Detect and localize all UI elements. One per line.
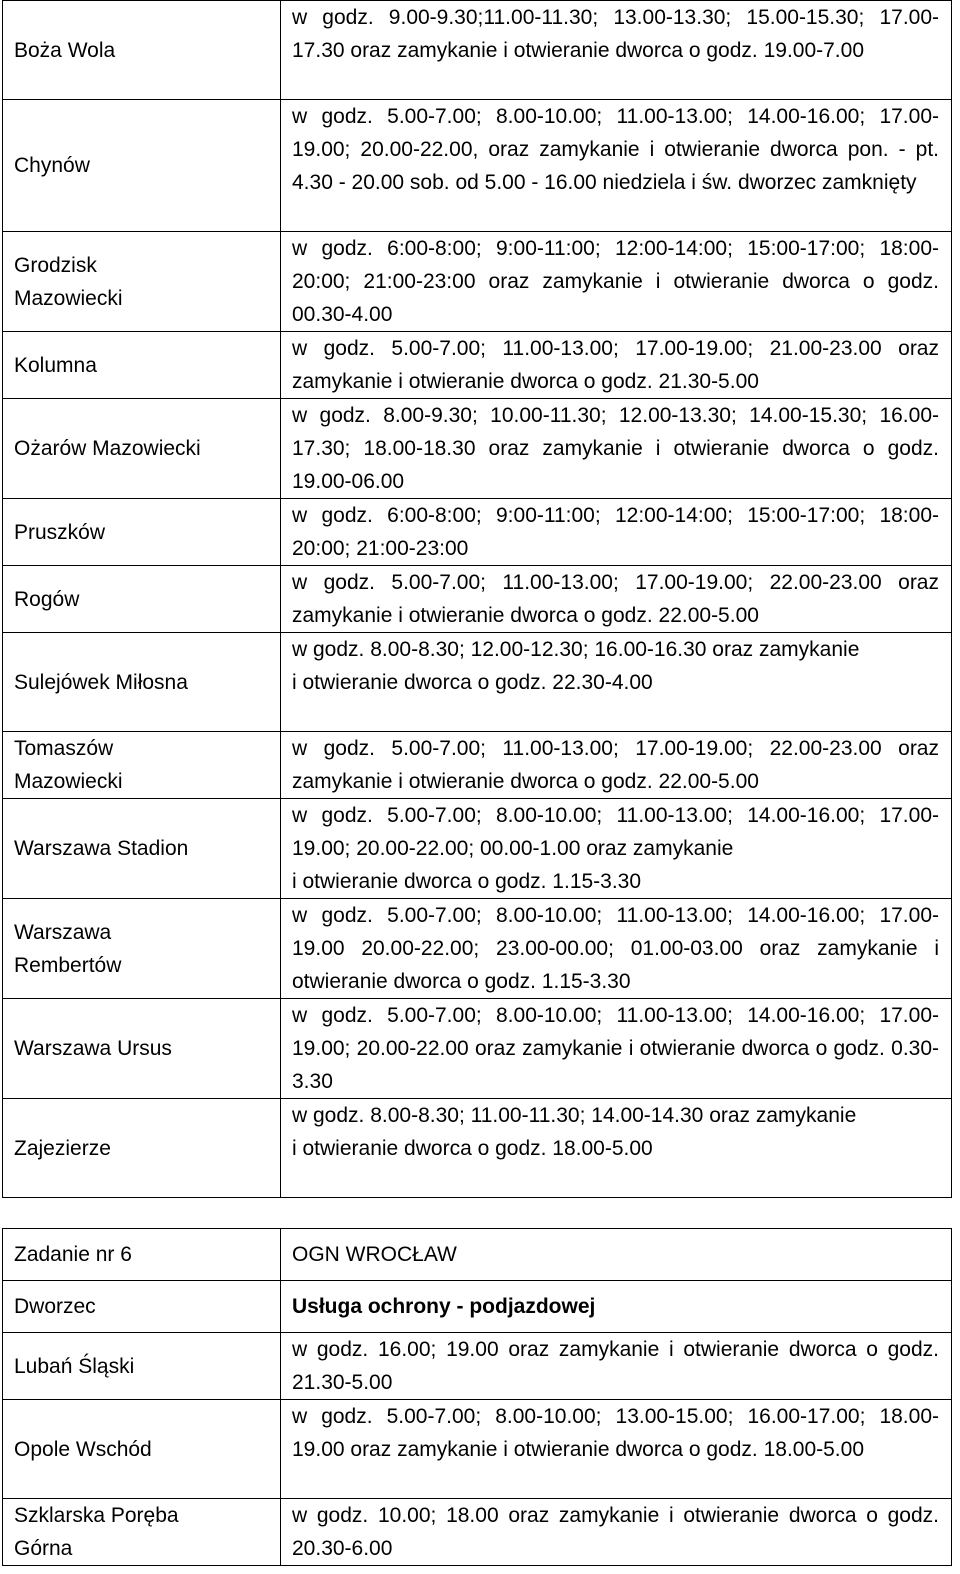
schedule-text: w godz. 16.00; 19.00 oraz zamykanie i otwieranie dworca o godz. 21.30-5.00 [292,1338,939,1394]
schedule-cell [281,1099,952,1198]
station-name-cell [3,100,281,232]
schedule-text: i otwieranie dworca o godz. 22.30-4.00 [292,671,653,694]
schedule-cell [281,332,952,399]
schedule-cell [281,1499,952,1566]
schedule-text: i otwieranie dworca o godz. 1.15-3.30 [292,870,642,893]
schedule-cell [281,499,952,566]
task-label: Zadanie nr 6 [3,1229,281,1281]
station-name-cell [3,999,281,1099]
schedule-cell [281,566,952,633]
station-name-cell [3,1333,281,1400]
schedule-text: w godz. 5.00-7.00; 11.00-13.00; 17.00-19.00; 21.00-23.00 oraz zamykanie i otwieranie dworca o godz. 21.30-5.00 [292,337,939,393]
station-name: Opole Wschód [14,1437,152,1461]
table-row [3,566,952,633]
schedule-text: w godz. 5.00-7.00; 11.00-13.00; 17.00-19.00; 22.00-23.00 oraz zamykanie i otwieranie dworca o godz. 22.00-5.00 [292,737,939,793]
schedule-text: w godz. 6:00-8:00; 9:00-11:00; 12:00-14:00; 15:00-17:00; 18:00-20:00; 21:00-23:00 oraz zamykanie i otwieranie dworca o godz. 00.30-4.00 [292,237,939,326]
schedule-cell [281,399,952,499]
station-name-cell [3,232,281,332]
table-row [3,1099,952,1198]
table-row [3,232,952,332]
schedule-text: w godz. 5.00-7.00; 8.00-10.00; 11.00-13.00; 14.00-16.00; 17.00-19.00; 20.00-22.00 oraz zamykanie i otwieranie dworca o godz. 0.30-3.30 [292,1004,939,1093]
station-name-cell [3,1400,281,1499]
station-name: Warszawa Rembertów [14,920,122,977]
schedule-cell [281,1400,952,1499]
station-name-cell [3,499,281,566]
station-name-cell [3,1099,281,1198]
table-row [3,499,952,566]
column-header-row [3,1281,952,1333]
schedule-cell [281,799,952,899]
column-header-service: Usługa ochrony - podjazdowej [281,1281,952,1333]
table-row [3,1333,952,1400]
station-name-cell [3,1499,281,1566]
table-row [3,332,952,399]
schedule-text: w godz. 5.00-7.00; 8.00-10.00; 11.00-13.00; 14.00-16.00; 17.00-19.00 20.00-22.00; 23.00-00.00; 01.00-03.00 oraz zamykanie i otwieranie dworca o godz. 1.15-3.30 [292,904,939,993]
schedule-cell [281,232,952,332]
station-name: Sulejówek Miłosna [14,670,188,694]
schedule-cell [281,1333,952,1400]
station-name: Zajezierze [14,1136,111,1160]
schedule-text: w godz. 5.00-7.00; 11.00-13.00; 17.00-19.00; 22.00-23.00 oraz zamykanie i otwieranie dworca o godz. 22.00-5.00 [292,571,939,627]
schedule-cell [281,100,952,232]
schedule-text: w godz. 10.00; 18.00 oraz zamykanie i otwieranie dworca o godz. 20.30-6.00 [292,1504,939,1560]
station-name-cell [3,899,281,999]
station-name-cell [3,332,281,399]
table-row [3,899,952,999]
schedule-text: w godz. 6:00-8:00; 9:00-11:00; 12:00-14:00; 15:00-17:00; 18:00-20:00; 21:00-23:00 [292,504,939,560]
table-row [3,799,952,899]
column-header-station: Dworzec [3,1281,281,1333]
task-value: OGN WROCŁAW [281,1229,952,1281]
table-row [3,633,952,732]
station-name: Rogów [14,587,80,611]
schedule-text: w godz. 9.00-9.30;11.00-11.30; 13.00-13.30; 15.00-15.30; 17.00-17.30 oraz zamykanie i otwieranie dworca o godz. 19.00-7.00 [292,6,939,62]
station-name: Boża Wola [14,38,116,62]
schedule-text: w godz. 8.00-8.30; 11.00-11.30; 14.00-14.30 oraz zamykanie [292,1104,857,1127]
schedule-text: w godz. 5.00-7.00; 8.00-10.00; 13.00-15.00; 16.00-17.00; 18.00-19.00 oraz zamykanie i otwieranie dworca o godz. 18.00-5.00 [292,1405,939,1461]
station-name: Pruszków [14,520,106,544]
schedule-text: i otwieranie dworca o godz. 18.00-5.00 [292,1137,653,1160]
station-name-cell [3,1,281,100]
schedule-text: w godz. 8.00-9.30; 10.00-11.30; 12.00-13.30; 14.00-15.30; 16.00-17.30; 18.00-18.30 oraz zamykanie i otwieranie dworca o godz. 19.00-06.00 [292,404,939,493]
station-name: Ożarów Mazowiecki [14,437,201,460]
schedule-cell [281,732,952,799]
schedule-cell [281,999,952,1099]
station-name: Lubań Śląski [14,1354,135,1378]
station-name: Tomaszów Mazowiecki [14,737,123,793]
table-row [3,1499,952,1566]
station-name: Szklarska Poręba Górna [14,1504,179,1560]
table-row [3,999,952,1099]
station-name-cell [3,633,281,732]
station-name: Chynów [14,154,90,177]
schedule-text: w godz. 5.00-7.00; 8.00-10.00; 11.00-13.00; 14.00-16.00; 17.00-19.00; 20.00-22.00; 00.00-1.00 oraz zamykanie [292,804,939,860]
table-row [3,1,952,100]
table-row [3,399,952,499]
schedule-cell [281,1,952,100]
task-6-table [2,1228,952,1566]
schedule-cell [281,633,952,732]
schedule-text: w godz. 5.00-7.00; 8.00-10.00; 11.00-13.00; 14.00-16.00; 17.00-19.00; 20.00-22.00, oraz zamykanie i otwieranie dworca pon. - pt. 4.30 - 20.00 sob. od 5.00 - 16.00 niedziela i św. dworzec zamknięty [292,105,939,194]
table-row [3,1400,952,1499]
station-name: Warszawa Stadion [14,837,189,860]
schedule-cell [281,899,952,999]
table-row [3,100,952,232]
task-header-row [3,1229,952,1281]
station-schedule-table [2,0,952,1198]
station-name-cell [3,566,281,633]
station-name: Kolumna [14,353,97,377]
station-name: Grodzisk Mazowiecki [14,253,123,310]
station-name: Warszawa Ursus [14,1037,172,1060]
station-name-cell [3,799,281,899]
schedule-text: w godz. 8.00-8.30; 12.00-12.30; 16.00-16.30 oraz zamykanie [292,638,860,661]
table-row [3,732,952,799]
station-name-cell [3,399,281,499]
station-name-cell [3,732,281,799]
